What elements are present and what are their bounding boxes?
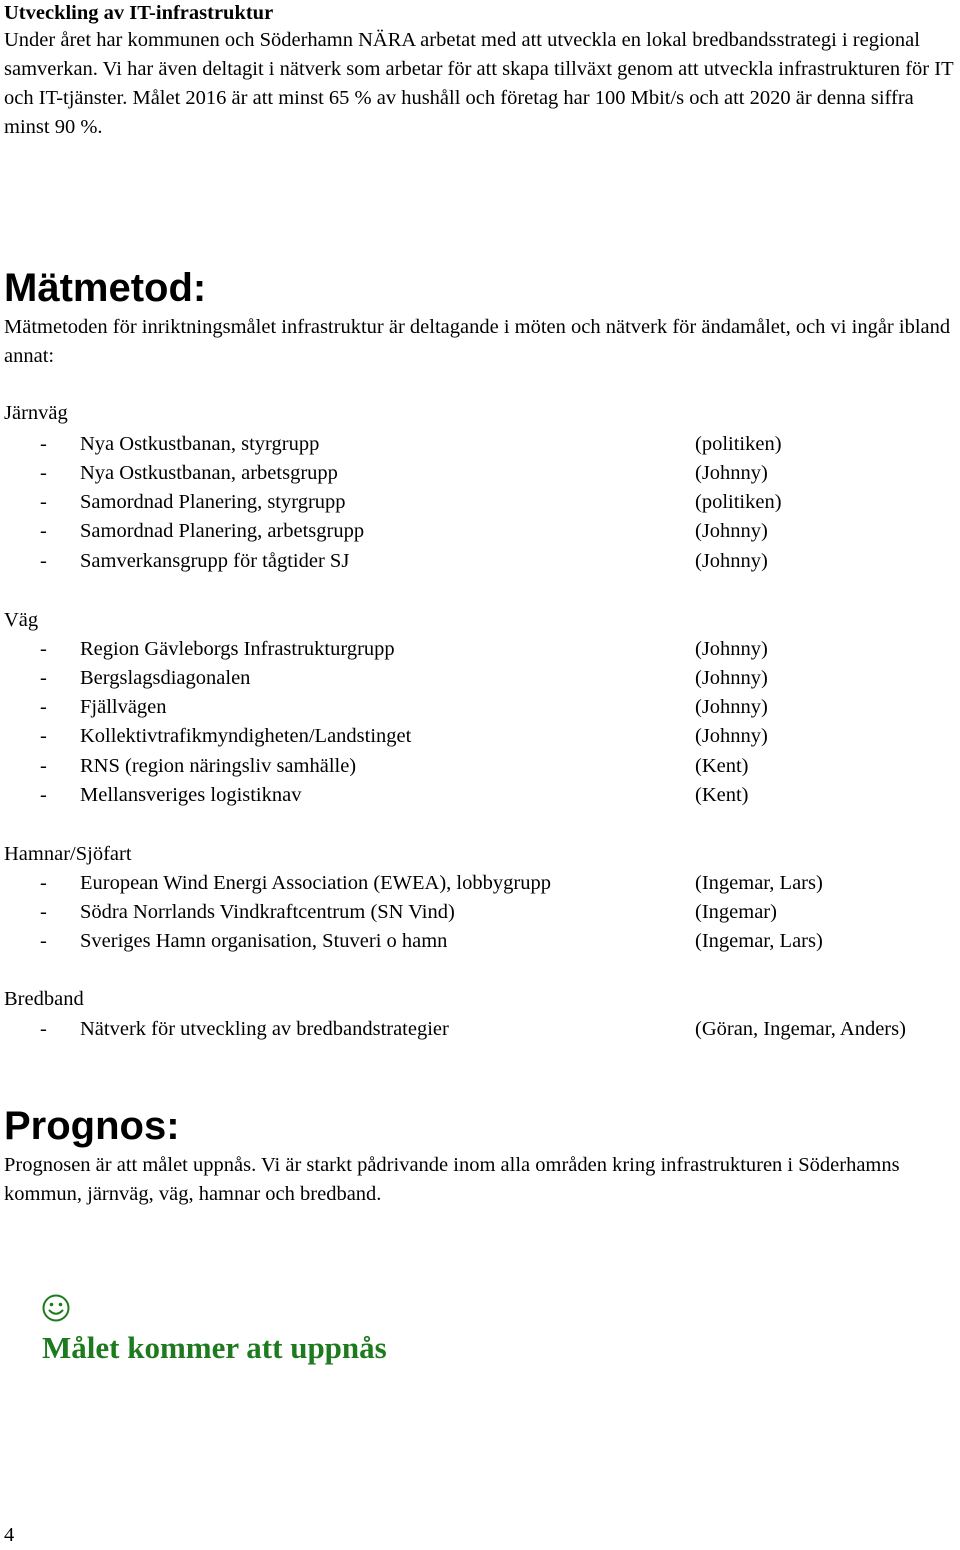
list-dash: - (40, 520, 47, 542)
list-dash: - (40, 725, 47, 747)
page-number: 4 (4, 1524, 15, 1546)
list-dash: - (40, 638, 47, 660)
list-item (4, 517, 960, 546)
list-item (4, 752, 960, 781)
list-item-person: (Ingemar, Lars) (695, 872, 823, 894)
list-dash: - (40, 901, 47, 923)
list-item-text: Samverkansgrupp för tågtider SJ (80, 550, 350, 572)
list-item-person: (Johnny) (695, 462, 768, 484)
list-item-text: Region Gävleborgs Infrastrukturgrupp (80, 638, 395, 660)
list-item-person: (Johnny) (695, 638, 768, 660)
matmetod-paragraph: Mätmetoden för inriktningsmålet infrastruktur är deltagande i möten och nätverk för ändamålet, och vi ingår ibland annat: (4, 316, 951, 367)
list-item-text: Nya Ostkustbanan, arbetsgrupp (80, 462, 338, 484)
list-item-person: (politiken) (695, 433, 782, 455)
list-item (4, 693, 960, 722)
list-item-text: Sveriges Hamn organisation, Stuveri o hamn (80, 930, 448, 952)
intro-paragraph: Under året har kommunen och Söderhamn NÄRA arbetat med att utveckla en lokal bredbandsstrategi i regional samverkan. Vi har även deltagit i nätverk som arbetar för att skapa tillväxt genom att utveckla infrastrukturen för IT och IT-tjänster. Målet 2016 är att minst 65 % av hushåll och företag har 100 Mbit/s och att 2020 är denna siffra minst 90 %. (4, 29, 954, 138)
list-item-person: (politiken) (695, 491, 782, 513)
list-dash: - (40, 872, 47, 894)
list-dash: - (40, 667, 47, 689)
list-item-person: (Johnny) (695, 725, 768, 747)
smiley-icon (42, 1294, 70, 1322)
list-item-person: (Ingemar) (695, 901, 777, 923)
list-item-person: (Johnny) (695, 696, 768, 718)
list-item-text: Södra Norrlands Vindkraftcentrum (SN Vind) (80, 901, 455, 923)
list-dash: - (40, 755, 47, 777)
list-item (4, 664, 960, 693)
list-item (4, 781, 960, 810)
list-dash: - (40, 696, 47, 718)
list-dash: - (40, 433, 47, 455)
goal-statement: Målet kommer att uppnås (42, 1330, 387, 1365)
list-item-text: RNS (region näringsliv samhälle) (80, 755, 357, 777)
list-item (4, 927, 960, 956)
list-dash: - (40, 491, 47, 513)
list-dash: - (40, 1018, 47, 1040)
matmetod-heading: Mätmetod: (4, 266, 207, 310)
list-item-person: (Johnny) (695, 550, 768, 572)
list-item-text: Kollektivtrafikmyndigheten/Landstinget (80, 725, 412, 747)
list-item-text: Bergslagsdiagonalen (80, 667, 251, 689)
category-label: Väg (4, 609, 39, 631)
prognos-paragraph: Prognosen är att målet uppnås. Vi är starkt pådrivande inom alla områden kring infrastrukturen i Söderhamns kommun, järnväg, väg, hamnar och bredband. (4, 1154, 900, 1205)
section-title: Utveckling av IT-infrastruktur (4, 2, 274, 24)
document-page (4, 0, 960, 1550)
list-item (4, 459, 960, 488)
list-item (4, 547, 960, 576)
list-item-text: Samordnad Planering, arbetsgrupp (80, 520, 365, 542)
category-label: Järnväg (4, 402, 68, 424)
list-dash: - (40, 550, 47, 572)
list-item (4, 722, 960, 751)
list-dash: - (40, 462, 47, 484)
list-item (4, 869, 960, 898)
list-item-text: Mellansveriges logistiknav (80, 784, 302, 806)
list-item (4, 1015, 960, 1044)
list-item (4, 488, 960, 517)
category-label: Hamnar/Sjöfart (4, 843, 132, 865)
list-dash: - (40, 784, 47, 806)
list-item-text: Nya Ostkustbanan, styrgrupp (80, 433, 320, 455)
list-item (4, 898, 960, 927)
list-item (4, 430, 960, 459)
list-item-person: (Göran, Ingemar, Anders) (695, 1018, 906, 1040)
list-item-text: Nätverk för utveckling av bredbandstrategier (80, 1018, 449, 1040)
list-item-text: Fjällvägen (80, 696, 167, 718)
list-item-text: European Wind Energi Association (EWEA), lobbygrupp (80, 872, 551, 894)
list-item-person: (Ingemar, Lars) (695, 930, 823, 952)
list-item-text: Samordnad Planering, styrgrupp (80, 491, 346, 513)
prognos-heading: Prognos: (4, 1104, 180, 1148)
list-item-person: (Kent) (695, 784, 749, 806)
category-label: Bredband (4, 988, 84, 1010)
list-item-person: (Johnny) (695, 667, 768, 689)
list-item-person: (Kent) (695, 755, 749, 777)
list-dash: - (40, 930, 47, 952)
list-item-person: (Johnny) (695, 520, 768, 542)
list-item (4, 635, 960, 664)
